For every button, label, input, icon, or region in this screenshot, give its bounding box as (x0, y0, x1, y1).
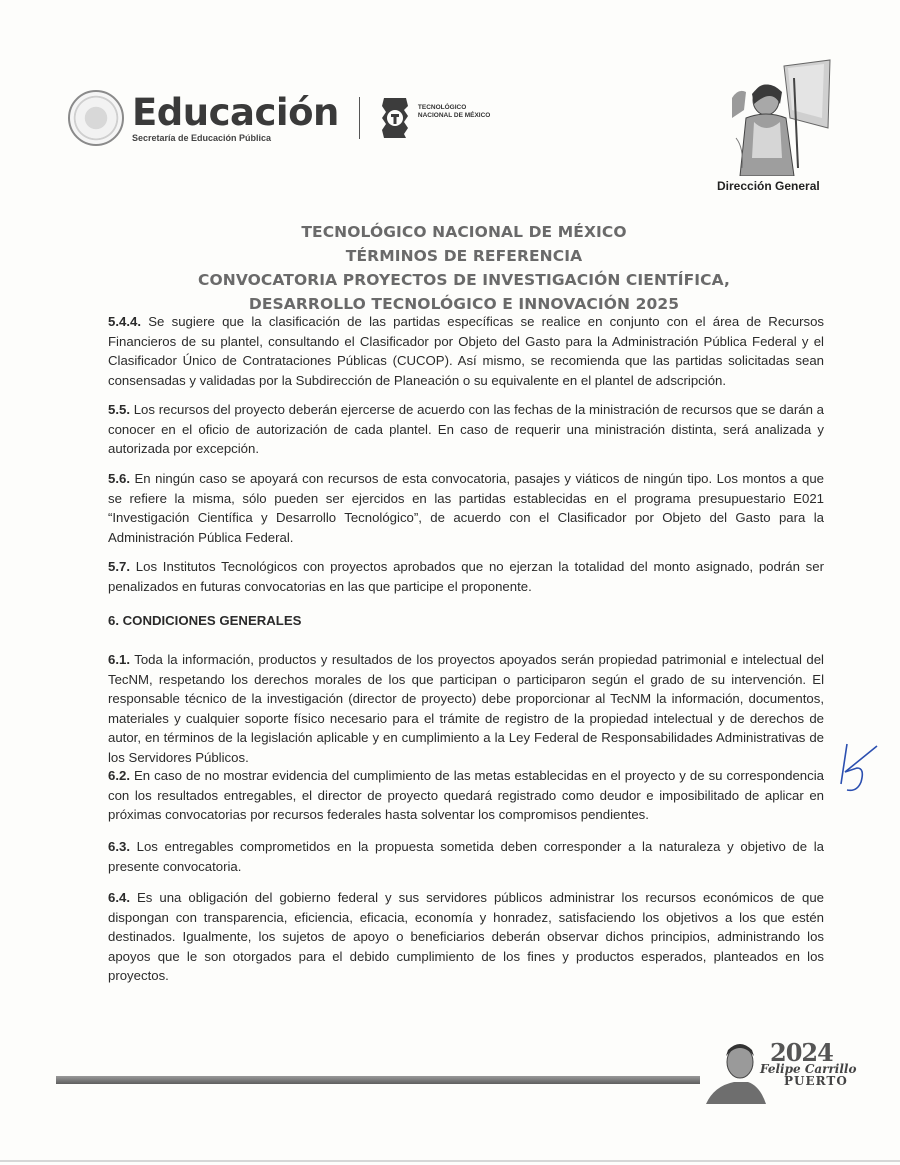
logo-divider (359, 97, 360, 139)
paragraph-text: Toda la información, productos y resultados de los proyectos apoyados serán propiedad patrimonial e intelectual del TecNM, respetando los derechos morales de los que participan o participaron según el grado de su intervención. El responsable técnico de la investigación (director de proyecto) debe proporcionar al TecNM la información, documentos, materiales y cualquier soporte físico necesario para el trámite de registro de la propiedad intelectual y de derechos de autor, en términos de la legislación aplicable y en cumplimiento a la Ley Federal de Responsabilidades Administrativas de los Servidores Públicos. (108, 652, 824, 765)
section-heading-6: 6. CONDICIONES GENERALES (108, 613, 302, 628)
tecnm-logo-text (418, 104, 490, 120)
paragraph-6-2 (108, 766, 824, 825)
paragraph-text: Los Institutos Tecnológicos con proyectos aprobados que no ejerzan la totalidad del monto asignado, podrán ser penalizados en futuras convocatorias en las que participe el proponente. (108, 559, 824, 594)
direccion-general-label: Dirección General (717, 179, 820, 193)
footer-name-line-2: PUERTO (784, 1074, 848, 1088)
tecnm-line1: TECNOLÓGICO (417, 104, 467, 111)
paragraph-number: 6.3. (108, 839, 130, 854)
paragraph-number: 5.7. (108, 559, 130, 574)
education-logo (132, 90, 339, 143)
tecnm-gear-icon (378, 94, 412, 142)
footer-year: 2024 (770, 1038, 833, 1067)
paragraph-6-3 (108, 837, 824, 876)
paragraph-text: En caso de no mostrar evidencia del cumplimiento de las metas establecidas en el proyecto y de su correspondencia con los resultados entregables, el director de proyecto quedará registrado como deudor e imposibilitado de aplicar en próximas convocatorias por recursos federales hasta solventar los compromisos pendientes. (108, 768, 824, 822)
paragraph-number: 5.6. (108, 471, 130, 486)
paragraph-number: 6.2. (108, 768, 130, 783)
heroine-portrait-icon (724, 58, 834, 176)
header-logos (68, 88, 490, 148)
title-line-3: CONVOCATORIA PROYECTOS DE INVESTIGACIÓN CIENTÍFICA, (198, 271, 730, 289)
paragraph-6-4 (108, 888, 824, 986)
footer-bar (56, 1076, 700, 1084)
title-line-2: TÉRMINOS DE REFERENCIA (345, 247, 583, 265)
mexico-seal-icon (68, 90, 124, 146)
paragraph-5-4-4 (108, 312, 824, 390)
page-bottom-edge (0, 1160, 900, 1162)
education-logo-title: Educación (132, 90, 339, 134)
paragraph-number: 5.5. (108, 402, 130, 417)
title-line-4: DESARROLLO TECNOLÓGICO E INNOVACIÓN 2025 (248, 295, 680, 313)
paragraph-text: En ningún caso se apoyará con recursos de esta convocatoria, pasajes y viáticos de ningún tipo. Los montos a que se refiere la misma, sólo pueden ser ejercidos en las partidas establecidas en el programa presupuestario E021 “Investigación Científica y Desarrollo Tecnológico”, de acuerdo con el Clasificador por Objeto del Gasto para la Administración Pública Federal. (108, 471, 824, 545)
paragraph-number: 6.4. (108, 890, 130, 905)
footer-name-line-1: Felipe Carrillo (760, 1062, 857, 1076)
paragraph-number: 6.1. (108, 652, 130, 667)
paragraph-5-5 (108, 400, 824, 459)
handwritten-initials-icon (835, 738, 883, 798)
paragraph-5-6 (108, 469, 824, 547)
paragraph-text: Los recursos del proyecto deberán ejercerse de acuerdo con las fechas de la ministración de recursos que se darán a conocer en el oficio de autorización de cada plantel. En caso de requerir una ministración distinta, será analizada y autorizada por excepción. (108, 402, 824, 456)
paragraph-text: Es una obligación del gobierno federal y sus servidores públicos administrar los recursos económicos de que dispongan con transparencia, eficiencia, eficacia, economía y honradez, satisfaciendo los objetivos a los que estén destinados. Igualmente, los sujetos de apoyo o beneficiarios deberán observar dichos principios, administrando los apoyos que le son otorgados para el debido cumplimiento de los fines y productos esperados, planteados en los proyectos. (108, 890, 824, 983)
paragraph-number: 5.4.4. (108, 314, 141, 329)
paragraph-6-1 (108, 650, 824, 767)
paragraph-5-7 (108, 557, 824, 596)
education-logo-subtitle: Secretaría de Educación Pública (132, 132, 272, 143)
tecnm-line2: NACIONAL DE MÉXICO (417, 112, 491, 119)
title-line-1: TECNOLÓGICO NACIONAL DE MÉXICO (301, 223, 627, 241)
paragraph-text: Se sugiere que la clasificación de las partidas específicas se realice en conjunto con el área de Recursos Financieros de su plantel, consultando el Clasificador por Objeto del Gasto para la Administración Pública Federal y el Clasificador Único de Contrataciones Públicas (CUCOP). Así mismo, se recomienda que las partidas solicitadas sean consensadas y validadas por la Subdirección de Planeación o su equivalente en el plantel de adscripción. (108, 314, 824, 388)
document-title (100, 220, 828, 316)
paragraph-text: Los entregables comprometidos en la propuesta sometida deben corresponder a la naturaleza y objetivo de la presente convocatoria. (108, 839, 824, 874)
